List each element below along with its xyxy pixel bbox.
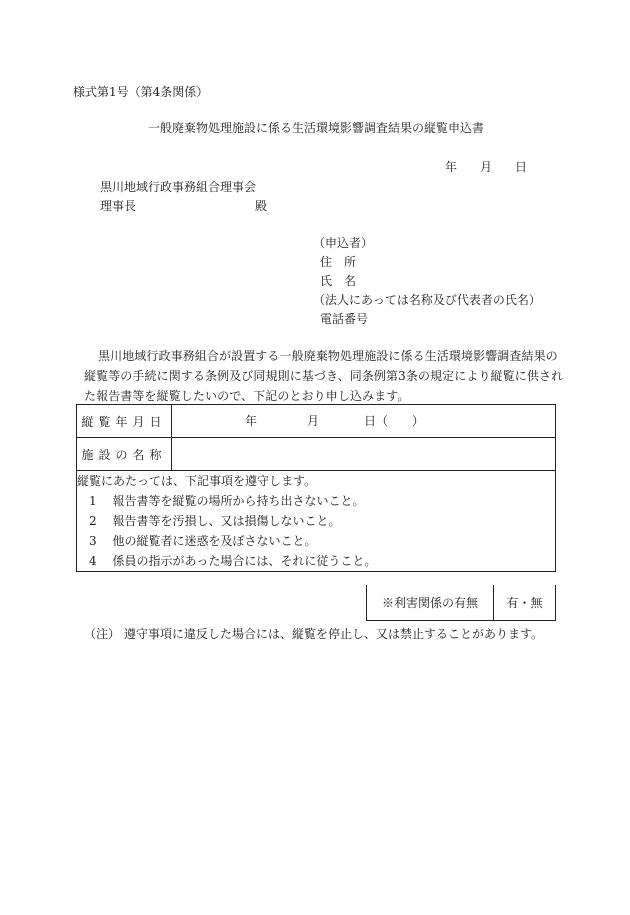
interest-value[interactable]: 有・無 [494, 585, 556, 621]
rule-item [77, 491, 555, 511]
body-paragraph [84, 346, 564, 406]
applicant-header: （申込者） [313, 236, 374, 250]
facility-field-label: 施設の名称 [77, 438, 172, 471]
note-text: 遵守事項に違反した場合には、縦覧を停止し、又は禁止することがあります。 [124, 627, 544, 641]
rule-text: 係員の指示があった場合には、それに従うこと。 [112, 554, 377, 568]
date-field-label: 縦覧年月日 [77, 405, 172, 438]
name-label: 氏 名 [320, 274, 357, 288]
recipient-org: 黒川地域行政事務組合理事会 [100, 180, 257, 194]
rule-text: 報告書等を汚損し、又は損傷しないこと。 [112, 514, 341, 528]
recipient-honorific: 殿 [255, 199, 268, 213]
date-field-day: 日（ ） [364, 414, 425, 428]
facility-name-field[interactable] [172, 438, 556, 471]
rule-item [77, 511, 555, 531]
note-label: （注） [84, 627, 121, 641]
interest-table [366, 585, 556, 621]
body-line: 縦覧等の手続に関する条例及び同規則に基づき、同条例第3条の規定により縦覧に供され [84, 369, 564, 383]
date-year-label: 年 [445, 160, 458, 174]
date-field[interactable] [172, 405, 556, 438]
body-line: た報告書等を縦覧したいので、下記のとおり申し込みます。 [84, 389, 410, 403]
rule-number: 4 [89, 554, 97, 568]
rule-number: 2 [89, 514, 97, 528]
rule-item [77, 531, 555, 551]
application-table [76, 404, 556, 572]
recipient-position: 理事長 [100, 199, 137, 213]
date-field-year: 年 [245, 414, 258, 428]
rules-section [77, 471, 556, 572]
address-label: 住 所 [320, 255, 357, 269]
interest-label: ※利害関係の有無 [367, 585, 494, 621]
date-day-label: 日 [515, 160, 528, 174]
rule-number: 3 [89, 534, 97, 548]
date-month-label: 月 [480, 160, 493, 174]
rule-text: 他の縦覧者に迷惑を及ぼさないこと。 [112, 534, 317, 548]
form-number: 様式第1号（第4条関係） [73, 85, 209, 99]
body-line: 黒川地域行政事務組合が設置する一般廃棄物処理施設に係る生活環境影響調査結果の [98, 349, 558, 363]
phone-label: 電話番号 [320, 312, 369, 326]
rule-item [77, 551, 555, 571]
rules-intro: 縦覧にあたっては、下記事項を遵守します。 [77, 474, 317, 488]
rule-number: 1 [89, 494, 97, 508]
rule-text: 報告書等を縦覧の場所から持ち出さないこと。 [112, 494, 365, 508]
corporate-note: （法人にあっては名称及び代表者の氏名） [313, 293, 541, 307]
date-field-month: 月 [307, 414, 320, 428]
page-title: 一般廃棄物処理施設に係る生活環境影響調査結果の縦覧申込書 [148, 121, 485, 135]
